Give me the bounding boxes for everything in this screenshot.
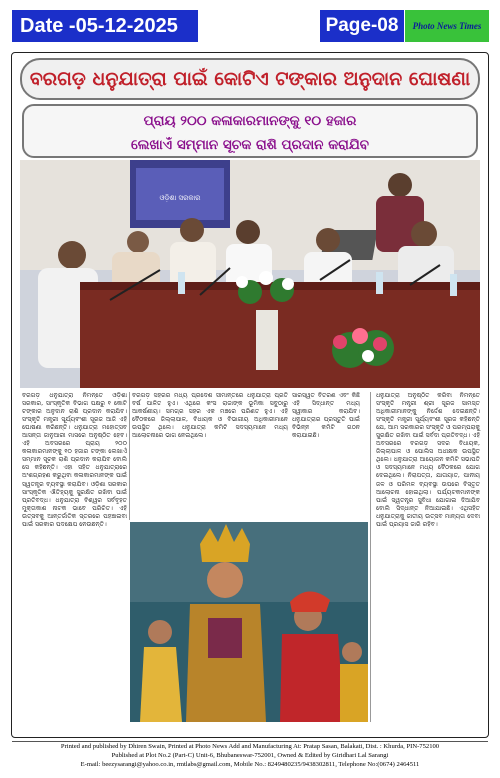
column-divider bbox=[129, 392, 130, 520]
article-column-3: ସାରସ୍ୱତ ବିତରଣ ଏବଂ କିଛି ଏହି ସିଦ୍ଧାନ୍ତ ମଧ୍ୟ ସ୍ୱୀକାର କରାଯିବ। ଧନୁଯାତ୍ରାର ପ୍ରସ୍ତୁତି ପାଇଁ ବିଭିନ୍ନ କମିଟି ଗଠନ କରାଯାଇଛି। bbox=[292, 392, 360, 440]
meeting-photo bbox=[20, 160, 480, 388]
date-label: Date -05-12-2025 bbox=[12, 10, 198, 42]
article-column-4: ଧନୁଯାତ୍ରା ଅନୁଷ୍ଠିତ କରିବା ନିମନ୍ତେ ସଂସ୍କୃତି ମନ୍ତ୍ରୀ ଶ୍ରୀ ସୂରଜ ସାମସ୍ତ ଅଧିକାରୀମାନଙ୍କୁ ନିର୍ଦ୍ଦେଶ ଦେଇଛନ୍ତି। ସଂସ୍କୃତି ମନ୍ତ୍ରୀ ସୂର୍ଯ୍ୟବଂଶୀ ସୂରଜ କହିଛନ୍ତି ଯେ, ଆମ ସରକାରର ସଂସ୍କୃତି ଓ ପରମ୍ପରାକୁ ସୁରକ୍ଷିତ ରଖିବା ପାଇଁ ସର୍ବଦା ପ୍ରତିବଦ୍ଧ। ଏହି ଅବସରରେ ବରଗଡ଼ ସଦର ବିଧାୟକ, ଜିଲ୍ଲାପାଳ ଓ ପୋଲିସ ଅଧୀକ୍ଷକ ଉପସ୍ଥିତ ଥିଲେ। ଧନୁଯାତ୍ରା ଆୟୋଜନ କମିଟି ସଭାପତି ଓ ସଦସ୍ୟମାନେ ମଧ୍ୟ ବୈଠକରେ ଯୋଗ ଦେଇଥିଲେ। ନିରାପତ୍ତା, ଯାତାୟାତ, ପାନୀୟ ଜଳ ଓ ପରିମଳ ବ୍ୟବସ୍ଥା ଉପରେ ବିସ୍ତୃତ ଆଲୋଚନା ହୋଇଥିଲା। ପର୍ଯ୍ୟଟକମାନଙ୍କ ପାଇଁ ସ୍ୱତନ୍ତ୍ର ସୁବିଧା ଯୋଗାଇ ଦିଆଯିବ ବୋଲି ସିଦ୍ଧାନ୍ତ ନିଆଯାଇଛି। ଏଥିସହିତ ଧନୁଯାତ୍ରାକୁ ଜାତୀୟ ଉତ୍ସବ ମାନ୍ୟତା ଦେବା ପାଇଁ ପ୍ରୟାସ ଜାରି ରହିବ। bbox=[376, 392, 480, 528]
performers-drawing bbox=[130, 522, 368, 722]
footer-line-3: E-mail: beezysarangi@yahoo.co.in, rmtlabs@gmail.com, Mobile No.: 8249480235/9438302811, Telephone No:(0674) 2464511 bbox=[80, 761, 420, 768]
page-label: Page-08 bbox=[320, 10, 404, 42]
footer-line-2: Published at Plot No.2 (Part-C) Unit-6, Bhubaneswar-752001, Owned & Edited by Giridhari Lal Sarangi bbox=[111, 752, 389, 759]
footer-line-1: Printed and published by Dhiren Swain, Printed at Photo News Add and Manufacturing At: Pratap Sasan, Balakati, Dist. : Khurda, PIN-752100 bbox=[60, 743, 440, 750]
newspaper-logo: Photo News Times bbox=[405, 10, 489, 42]
subheadline bbox=[22, 104, 478, 158]
headline: ବରଗଡ଼ ଧନୁଯାତ୍ରା ପାଇଁ କୋଟିଏ ଟଙ୍କାର ଅନୁଦାନ ଘୋଷଣା bbox=[20, 58, 480, 100]
subhead-line-2: ଲେଖାଏଁ ସମ୍ମାନ ସୂଚକ ରାଶି ପ୍ରଦାନ କରାଯିବ bbox=[130, 137, 370, 153]
dhanuyatra-performers-photo bbox=[130, 522, 368, 722]
article-column-2: ବରଗଡ଼ ସହରର ମଧ୍ୟ ପ୍ରଦେଶ ସୀମାନ୍ତରେ ଧନୁଯାତ୍ରା ପ୍ରତି ବର୍ଷ ପାଳିତ ହୁଏ। ଏଥିରେ କଂସ ରାଜାଙ୍କ ଭୂମିକା ସବୁଠାରୁ ଆକର୍ଷଣୀୟ। ସମଗ୍ର ସହର ଏକ ମଞ୍ଚରେ ପରିଣତ ହୁଏ। ଏହି ବୈଠକରେ ଜିଲ୍ଲାପାଳ, ବିଧାୟକ ଓ ବିଭାଗୀୟ ଅଧିକାରୀମାନେ ଉପସ୍ଥିତ ଥିଲେ। ଧନୁଯାତ୍ରା କମିଟି ସଦସ୍ୟମାନେ ମଧ୍ୟ ଆଲୋଚନାରେ ଭାଗ ନେଇଥିଲେ। bbox=[132, 392, 288, 440]
column-divider bbox=[370, 392, 371, 722]
imprint-footer bbox=[12, 741, 488, 772]
meeting-photo-drawing bbox=[20, 160, 480, 388]
banner-text: ଓଡ଼ିଶା ସରକାର bbox=[159, 194, 201, 202]
article-column-1: ବରଗଡ଼ ଧନୁଯାତ୍ରା ନିମନ୍ତେ ଓଡ଼ିଶା ସରକାର, ସାଂସ୍କୃତିକ ବିଭାଗ ପକ୍ଷରୁ ୧ କୋଟି ଟଙ୍କାର ଅନୁଦାନ ରାଶି ପ୍ରଦାନ କରାଯିବ। ସଂସ୍କୃତି ମନ୍ତ୍ରୀ ସୂର୍ଯ୍ୟବଂଶୀ ସୂରଜ ଆଜି ଏହି ଘୋଷଣା କରିଛନ୍ତି। ଧନୁଯାତ୍ରା ମହୋତ୍ସବ ଆସନ୍ତା ଜାନୁଆରୀ ମାସରେ ଅନୁଷ୍ଠିତ ହେବ। ଏହି ଅବସରରେ ପ୍ରାୟ ୨୦୦ କଳାକାରମାନଙ୍କୁ ୧୦ ହଜାର ଟଙ୍କା ଲେଖାଏଁ ସମ୍ମାନ ସୂଚକ ରାଶି ପ୍ରଦାନ କରାଯିବ ବୋଲି ସେ କହିଛନ୍ତି। ଏହା ସହିତ ଧନୁଯାତ୍ରାରେ ଅଂଶଗ୍ରହଣ କରୁଥିବା କଳାକାରମାନଙ୍କ ପାଇଁ ସ୍ୱତନ୍ତ୍ର ବ୍ୟବସ୍ଥା କରାଯିବ। ଓଡ଼ିଶା ସରକାର ସାଂସ୍କୃତିକ ଐତିହ୍ୟକୁ ସୁରକ୍ଷିତ ରଖିବା ପାଇଁ ପ୍ରତିବଦ୍ଧ। ଧନୁଯାତ୍ରା ବିଶ୍ୱର ସର୍ବବୃହତ ମୁକ୍ତାକାଶ ନାଟକ ଭାବେ ପରିଚିତ। ଏହି ଉତ୍ସବକୁ ଆନ୍ତର୍ଜାତିକ ସ୍ତରରେ ପହଞ୍ଚାଇବା ପାଇଁ ସରକାର ପଦକ୍ଷେପ ନେଉଛନ୍ତି। bbox=[22, 392, 127, 528]
subhead-line-1: ପ୍ରାୟ ୨୦୦ କଳାକାରମାନଙ୍କୁ ୧୦ ହଜାର bbox=[143, 113, 357, 129]
